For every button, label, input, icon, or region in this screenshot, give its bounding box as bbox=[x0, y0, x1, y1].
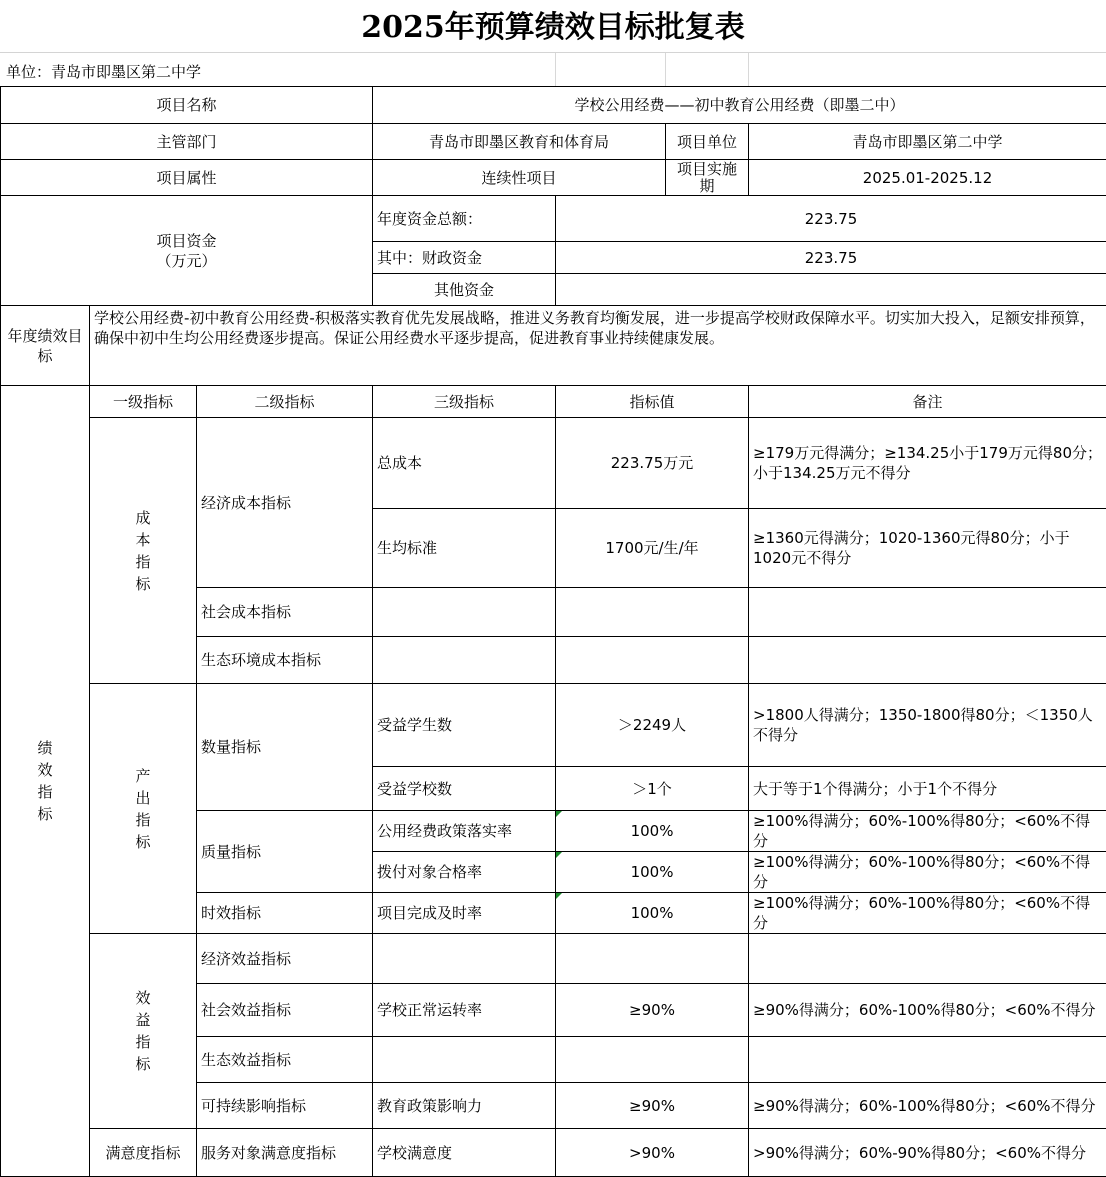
table-row-value: 100% bbox=[556, 852, 749, 893]
project-unit-label: 项目单位 bbox=[666, 124, 749, 160]
annual-goal-text: 学校公用经费-初中教育公用经费-积极落实教育优先发展战略，推进义务教育均衡发展，进一步提高学校财政保障水平。切实加大投入，足额安排预算，确保中初中生均公用经费逐步提高。保证公用经费水平逐步提高，促进教育事业持续健康发展。 bbox=[90, 306, 1106, 386]
level2-sustain: 可持续影响指标 bbox=[197, 1083, 373, 1129]
department-value: 青岛市即墨区教育和体育局 bbox=[373, 124, 666, 160]
unit-row bbox=[0, 52, 1106, 86]
level2-timeliness: 时效指标 bbox=[197, 893, 373, 934]
table-row-value: >90% bbox=[556, 1129, 749, 1177]
annual-goal-label: 年度绩效目标 bbox=[1, 306, 90, 386]
table-row-note: ≥179万元得满分；≥134.25小于179万元得80分；小于134.25万元不得分 bbox=[749, 418, 1106, 509]
table-row-note: ≥100%得满分；60%-100%得80分；<60%不得分 bbox=[749, 811, 1106, 852]
table-row-value: ＞1个 bbox=[556, 767, 749, 811]
table-row-note: 大于等于1个得满分；小于1个不得分 bbox=[749, 767, 1106, 811]
table-row-note: ≥100%得满分；60%-100%得80分；<60%不得分 bbox=[749, 852, 1106, 893]
table-row-l3: 公用经费政策落实率 bbox=[373, 811, 556, 852]
empty-cell bbox=[556, 588, 749, 637]
level1-cost: 成本指标 bbox=[90, 418, 197, 684]
header-level2: 二级指标 bbox=[197, 386, 373, 418]
empty-cell bbox=[749, 637, 1106, 684]
table-row-value: ≥90% bbox=[556, 984, 749, 1037]
empty-cell bbox=[556, 934, 749, 984]
table-row-note: ≥1360元得满分；1020-1360元得80分；小于1020元不得分 bbox=[749, 509, 1106, 588]
header-level1: 一级指标 bbox=[90, 386, 197, 418]
empty-cell bbox=[373, 637, 556, 684]
level2-social-cost: 社会成本指标 bbox=[197, 588, 373, 637]
empty-cell bbox=[749, 934, 1106, 984]
other-value bbox=[556, 274, 1106, 306]
empty-cell bbox=[373, 1037, 556, 1083]
page-title: 2025年预算绩效目标批复表 bbox=[0, 0, 1106, 52]
table-row-l3: 学校满意度 bbox=[373, 1129, 556, 1177]
table-row-l3: 项目完成及时率 bbox=[373, 893, 556, 934]
table-row-note: >90%得满分；60%-90%得80分；<60%不得分 bbox=[749, 1129, 1106, 1177]
level2-economic-cost: 经济成本指标 bbox=[197, 418, 373, 588]
empty-cell bbox=[373, 588, 556, 637]
table-row-l3: 受益学校数 bbox=[373, 767, 556, 811]
budget-performance-table bbox=[0, 86, 1106, 1177]
empty-cell bbox=[749, 1037, 1106, 1083]
fiscal-value: 223.75 bbox=[556, 242, 1106, 274]
empty-cell bbox=[556, 637, 749, 684]
table-row-l3: 拨付对象合格率 bbox=[373, 852, 556, 893]
other-label: 其他资金 bbox=[373, 274, 556, 306]
project-attr-label: 项目属性 bbox=[1, 160, 373, 196]
table-row-l3: 受益学生数 bbox=[373, 684, 556, 767]
project-name-label: 项目名称 bbox=[1, 87, 373, 124]
level2-economic-benefit: 经济效益指标 bbox=[197, 934, 373, 984]
level2-quality: 质量指标 bbox=[197, 811, 373, 893]
table-row-value: ＞2249人 bbox=[556, 684, 749, 767]
table-row-value: 100% bbox=[556, 893, 749, 934]
project-period-value: 2025.01-2025.12 bbox=[749, 160, 1106, 196]
level2-quantity: 数量指标 bbox=[197, 684, 373, 811]
table-row-l3: 总成本 bbox=[373, 418, 556, 509]
table-row-value: 223.75万元 bbox=[556, 418, 749, 509]
department-label: 主管部门 bbox=[1, 124, 373, 160]
level2-service-satisfaction: 服务对象满意度指标 bbox=[197, 1129, 373, 1177]
table-row-value: 1700元/生/年 bbox=[556, 509, 749, 588]
annual-total-label: 年度资金总额： bbox=[373, 196, 556, 242]
table-row-note: ≥90%得满分；60%-100%得80分；<60%不得分 bbox=[749, 1083, 1106, 1129]
project-period-label: 项目实施期 bbox=[666, 160, 749, 196]
table-row-note: ≥100%得满分；60%-100%得80分；<60%不得分 bbox=[749, 893, 1106, 934]
unit-label: 单位：青岛市即墨区第二中学 bbox=[6, 61, 201, 82]
project-attr-value: 连续性项目 bbox=[373, 160, 666, 196]
level1-satisfaction: 满意度指标 bbox=[90, 1129, 197, 1177]
header-note: 备注 bbox=[749, 386, 1106, 418]
project-name-value: 学校公用经费——初中教育公用经费（即墨二中） bbox=[373, 87, 1106, 124]
level1-benefit: 效益指标 bbox=[90, 934, 197, 1129]
table-row-l3: 生均标准 bbox=[373, 509, 556, 588]
empty-cell bbox=[749, 588, 1106, 637]
funds-label: 项目资金 （万元） bbox=[1, 196, 373, 306]
table-row-l3: 学校正常运转率 bbox=[373, 984, 556, 1037]
table-row-note: ≥90%得满分；60%-100%得80分；<60%不得分 bbox=[749, 984, 1106, 1037]
level1-output: 产出指标 bbox=[90, 684, 197, 934]
fiscal-label: 其中：财政资金 bbox=[373, 242, 556, 274]
level2-eco-benefit: 生态效益指标 bbox=[197, 1037, 373, 1083]
table-row-value: 100% bbox=[556, 811, 749, 852]
table-row-l3: 教育政策影响力 bbox=[373, 1083, 556, 1129]
empty-cell bbox=[373, 934, 556, 984]
empty-cell bbox=[556, 1037, 749, 1083]
level2-social-benefit: 社会效益指标 bbox=[197, 984, 373, 1037]
table-row-note: >1800人得满分；1350-1800得80分；＜1350人不得分 bbox=[749, 684, 1106, 767]
level2-eco-cost: 生态环境成本指标 bbox=[197, 637, 373, 684]
header-value: 指标值 bbox=[556, 386, 749, 418]
project-unit-value: 青岛市即墨区第二中学 bbox=[749, 124, 1106, 160]
table-row-value: ≥90% bbox=[556, 1083, 749, 1129]
perf-indicators-label: 绩效指标 bbox=[1, 386, 90, 1177]
annual-total-value: 223.75 bbox=[556, 196, 1106, 242]
header-level3: 三级指标 bbox=[373, 386, 556, 418]
